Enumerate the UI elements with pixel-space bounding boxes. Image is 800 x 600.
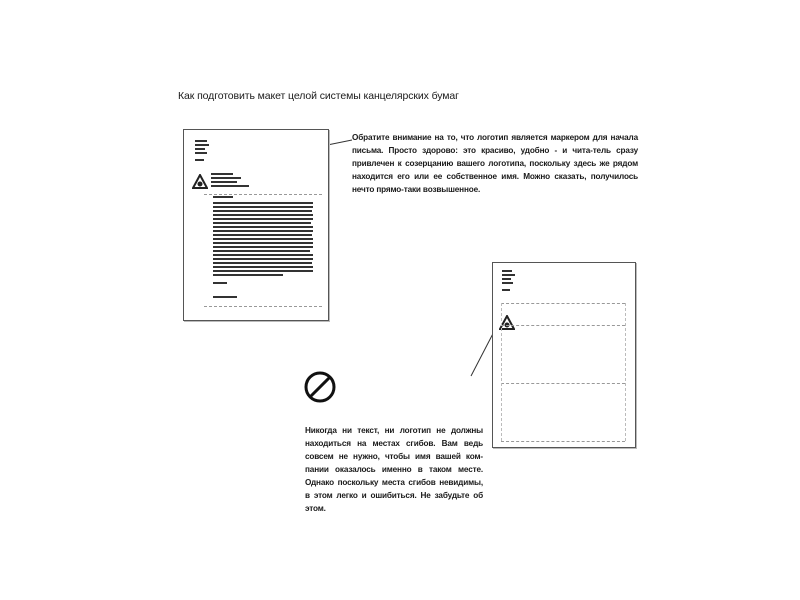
letter-mockup	[183, 129, 329, 321]
triangle-logo-icon	[192, 174, 208, 190]
note-folds: Никогда ни текст, ни логотип не должны находиться на местах сгибов. Вам ведь совсем не нужно, чтобы имя вашей ком-пании оказалось именно в таком месте. Однако поскольку места сгибов невидимы, в этом легко и ошибиться. Не забудьте об этом.	[305, 426, 483, 513]
prohibited-icon	[303, 370, 337, 404]
note-logo-marker: Обратите внимание на то, что логотип является маркером для начала письма. Просто здорово: это красиво, удобно - и чита-тель сразу привлечен к созерцанию вашего логотипа, поскольку здесь же рядом находится его или ее собственное имя. Можно сказать, получилось нечто прямо-таки возвышенное.	[352, 133, 638, 194]
folded-letter-mockup	[492, 262, 636, 448]
section-heading: Как подготовить макет целой системы канцелярских бумаг	[178, 90, 459, 102]
